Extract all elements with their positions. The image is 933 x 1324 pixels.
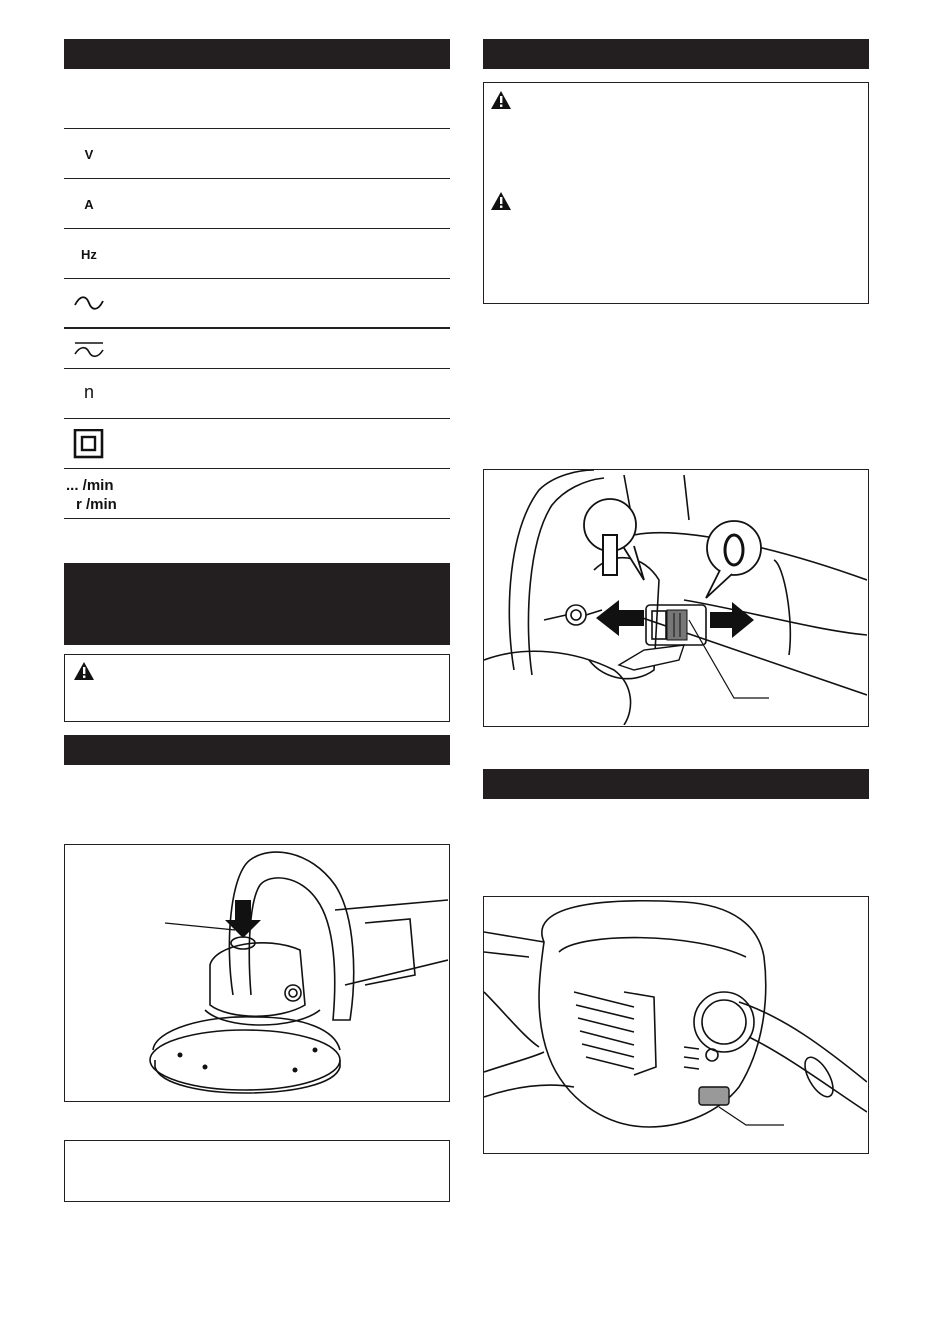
alternating-current-icon <box>64 293 114 313</box>
table-rule <box>64 418 450 419</box>
symbol-ampere: A <box>84 197 94 212</box>
symbol-volt: V <box>84 147 94 162</box>
table-rule <box>64 468 450 469</box>
symbols-section-header <box>64 39 450 69</box>
table-rule <box>64 278 450 279</box>
double-insulation-icon <box>64 429 114 459</box>
table-rule <box>64 518 450 519</box>
shaft-lock-figure <box>64 844 450 1102</box>
grinder-shaft-lock-illustration <box>65 845 448 1100</box>
symbol-no-load-speed: n <box>83 382 94 402</box>
grinder-rear-illustration <box>484 897 867 1152</box>
table-rule <box>64 128 450 129</box>
switch-section-header <box>483 39 869 69</box>
warning-triangle-icon <box>490 90 512 110</box>
warning-triangle-icon <box>73 661 95 681</box>
table-rule <box>64 327 450 329</box>
switch-figure <box>483 469 869 727</box>
note-box <box>64 1140 450 1202</box>
symbol-hertz: Hz <box>81 247 97 262</box>
warning-box <box>64 654 450 722</box>
table-rule <box>64 228 450 229</box>
caution-box <box>483 82 869 304</box>
table-rule <box>64 368 450 369</box>
symbol-rpm-line2: r /min <box>76 496 117 513</box>
shaft-lock-section-header <box>64 735 450 765</box>
indicator-figure <box>483 896 869 1154</box>
safety-section-banner <box>64 563 450 645</box>
indicator-section-header <box>483 769 869 799</box>
symbol-rpm-line1: ... /min <box>66 477 114 494</box>
warning-triangle-icon <box>490 191 512 211</box>
ac-dc-icon <box>64 339 114 361</box>
grinder-switch-illustration <box>484 470 867 725</box>
table-rule <box>64 178 450 179</box>
